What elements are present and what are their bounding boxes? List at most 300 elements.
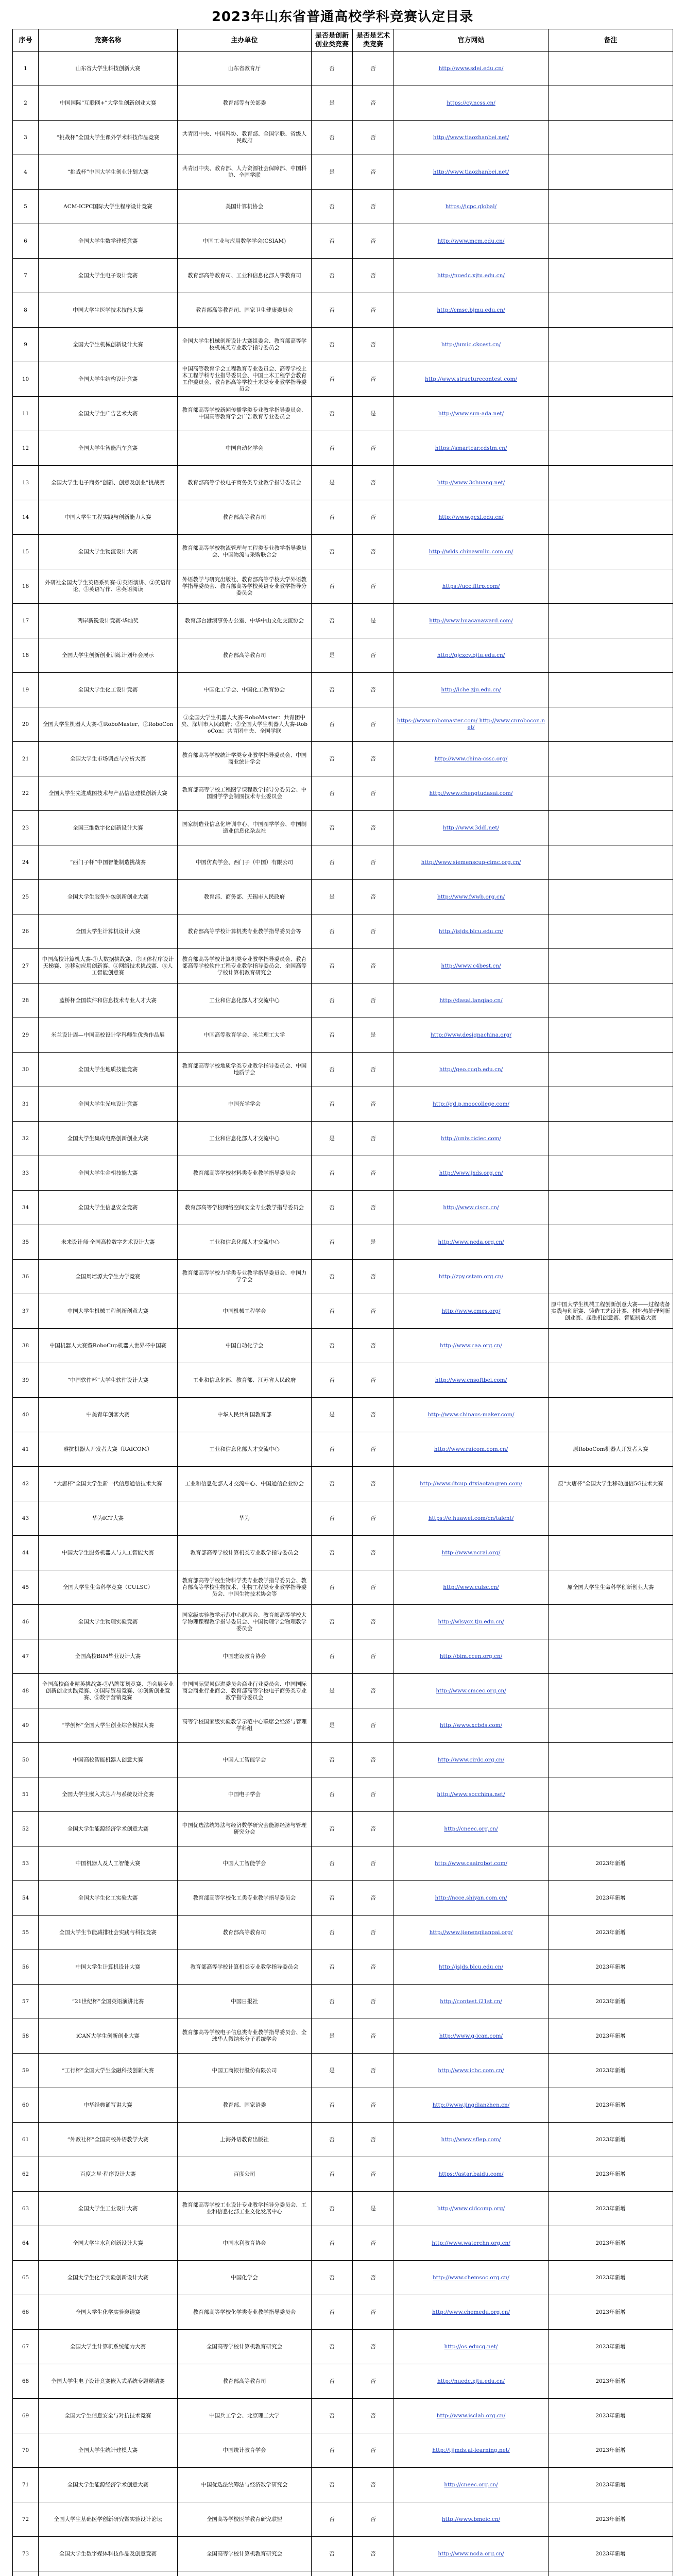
remark: 2023年新增 — [549, 2019, 673, 2054]
is-innovation-flag: 否 — [312, 707, 353, 742]
organizer: 教育部高等学校物流管理与工程类专业教学指导委员会、中国物流与采购联合会 — [178, 535, 312, 569]
website-link[interactable]: https://astar.baidu.com/ — [394, 2157, 549, 2192]
is-innovation-flag: 否 — [312, 293, 353, 328]
row-number: 13 — [13, 466, 39, 500]
website-link[interactable]: http://www.cnsoftbei.com/ — [394, 1363, 549, 1398]
row-number: 57 — [13, 1985, 39, 2019]
row-number: 62 — [13, 2157, 39, 2192]
table-row — [13, 604, 673, 638]
table-row — [13, 190, 673, 224]
is-art-flag: 否 — [353, 1053, 394, 1087]
table-row — [13, 2468, 673, 2502]
website-link[interactable]: http://www.chemsoc.org.cn/ — [394, 2261, 549, 2295]
website-link[interactable]: http://gjcxcy.bjtu.edu.cn/ — [394, 638, 549, 673]
is-innovation-flag: 否 — [312, 2468, 353, 2502]
is-innovation-flag: 否 — [312, 2226, 353, 2261]
table-row — [13, 1674, 673, 1708]
website-link[interactable]: http://www.tiaozhanbei.net/ — [394, 121, 549, 155]
competition-name: 全国大学生物流设计大赛 — [39, 535, 178, 569]
row-number: 15 — [13, 535, 39, 569]
organizer: 教育部高等学校新闻传播学类专业教学指导委员会、中国高等教育学会广告教育专业委员会 — [178, 397, 312, 431]
is-art-flag: 否 — [353, 328, 394, 362]
website-link[interactable]: http://www.dtcup.dtxiaotangren.com/ — [394, 1467, 549, 1501]
row-number: 22 — [13, 776, 39, 811]
is-innovation-flag: 否 — [312, 1053, 353, 1087]
table-row — [13, 1743, 673, 1777]
website-link[interactable]: http://www.g-ican.com/ — [394, 2019, 549, 2054]
row-number: 4 — [13, 155, 39, 190]
organizer: 教育部高等学校生物科学类专业教学指导委员会、教育部高等学校生物技术、生物工程类专业教学指导委员会、中国生物技术协会等 — [178, 1570, 312, 1605]
website-link[interactable]: http://www.3ddl.net/ — [394, 811, 549, 845]
is-art-flag — [353, 2571, 394, 2576]
organizer: 教育部高等学校力学类专业教学指导委员会、中国力学学会 — [178, 1260, 312, 1294]
competition-name: 全国大学生智能汽车竞赛 — [39, 431, 178, 466]
is-art-flag: 否 — [353, 1432, 394, 1467]
competition-name: 全国大学生创新创业训练计划年会展示 — [39, 638, 178, 673]
competition-name: 中华经典诵写讲大赛 — [39, 2088, 178, 2123]
row-number: 69 — [13, 2399, 39, 2433]
remark — [549, 121, 673, 155]
competition-name: 中美青年创客大赛 — [39, 1398, 178, 1432]
competition-name: 中国高校智能机器人创意大赛 — [39, 1743, 178, 1777]
row-number: 1 — [13, 52, 39, 86]
remark — [549, 673, 673, 707]
competition-name: 全国大学生计算机设计大赛 — [39, 914, 178, 949]
remark — [549, 1191, 673, 1225]
is-innovation-flag: 否 — [312, 431, 353, 466]
organizer: 中国统计教育学会 — [178, 2433, 312, 2468]
is-art-flag: 否 — [353, 259, 394, 293]
website-link[interactable]: http://jsjds.blcu.edu.cn/ — [394, 914, 549, 949]
is-art-flag: 否 — [353, 2226, 394, 2261]
organizer: 工业和信息化部人才交流中心、中国通信企业协会 — [178, 1467, 312, 1501]
organizer: 中国高等教育学会、米兰理工大学 — [178, 1018, 312, 1053]
website-link[interactable]: http://www.bmeic.cn/ — [394, 2502, 549, 2537]
website-link[interactable]: http://www.huacanaward.com/ — [394, 604, 549, 638]
is-art-flag: 是 — [353, 397, 394, 431]
is-art-flag: 否 — [353, 845, 394, 880]
website-link[interactable]: http://contest.i21st.cn/ — [394, 1985, 549, 2019]
organizer: 华为 — [178, 1501, 312, 1536]
is-art-flag: 否 — [353, 1156, 394, 1191]
is-innovation-flag: 否 — [312, 984, 353, 1018]
remark: 原全国大学生生命科学创新创业大赛 — [549, 1570, 673, 1605]
is-art-flag: 否 — [353, 1639, 394, 1674]
website-link[interactable]: http://www.china-cssc.org/ — [394, 742, 549, 776]
organizer: 共青团中央、教育部、人力资源社会保障部、中国科协、全国学联 — [178, 155, 312, 190]
competition-name: 全国大学生集成电路创新创业大赛 — [39, 1122, 178, 1156]
table-row — [13, 1260, 673, 1294]
website-link[interactable]: http://www.tiaozhanbei.net/ — [394, 155, 549, 190]
row-number: 44 — [13, 1536, 39, 1570]
is-innovation-flag: 否 — [312, 535, 353, 569]
competition-name: 中国大学生服务机器人与人工智能大赛 — [39, 1536, 178, 1570]
row-number: 19 — [13, 673, 39, 707]
row-number: 6 — [13, 224, 39, 259]
competition-name — [39, 2571, 178, 2576]
website-link[interactable]: http://www.cmes.org/ — [394, 1294, 549, 1329]
remark: 2023年新增 — [549, 2295, 673, 2330]
competition-name: 中国高校计算机大赛-①大数据挑战赛、②团体程序设计天梯赛、③移动应用创新赛、④网络技术挑战赛、⑤人工智能创意赛 — [39, 949, 178, 984]
website-link[interactable]: http://umic.ckcest.cn/ — [394, 328, 549, 362]
website-link[interactable] — [394, 2571, 549, 2576]
organizer: 上海外语教育出版社 — [178, 2123, 312, 2157]
remark — [549, 500, 673, 535]
competition-name: 全国大学生水利创新设计大赛 — [39, 2226, 178, 2261]
website-link[interactable]: http://www.sdei.edu.cn/ — [394, 52, 549, 86]
remark — [549, 742, 673, 776]
table-row — [13, 362, 673, 397]
remark — [549, 880, 673, 914]
is-art-flag: 否 — [353, 2054, 394, 2088]
organizer — [178, 2571, 312, 2576]
competition-name: 全国大学生服务外包创新创业大赛 — [39, 880, 178, 914]
competition-name: ACM-ICPC国际大学生程序设计竞赛 — [39, 190, 178, 224]
remark — [549, 1225, 673, 1260]
competition-name: 全国大学生嵌入式芯片与系统设计竞赛 — [39, 1777, 178, 1812]
competition-name: “21世纪杯”全国英语演讲比赛 — [39, 1985, 178, 2019]
remark — [549, 466, 673, 500]
is-innovation-flag: 否 — [312, 2123, 353, 2157]
is-art-flag: 否 — [353, 949, 394, 984]
remark: 2023年新增 — [549, 2468, 673, 2502]
website-link[interactable]: http://www.3chuang.net/ — [394, 466, 549, 500]
row-number: 37 — [13, 1294, 39, 1329]
row-number: 47 — [13, 1639, 39, 1674]
is-innovation-flag: 否 — [312, 1018, 353, 1053]
website-link[interactable]: http://www.jxds.org.cn/ — [394, 1156, 549, 1191]
is-innovation-flag: 否 — [312, 500, 353, 535]
is-innovation-flag: 否 — [312, 190, 353, 224]
row-number: 25 — [13, 880, 39, 914]
organizer: 教育部高等学校化工类专业教学指导委员会 — [178, 1881, 312, 1916]
competition-name: “挑战杯”中国大学生创业计划大赛 — [39, 155, 178, 190]
organizer: 教育部高等学校电子信息类专业教学指导委员会、全球华人微纳米分子系统学会 — [178, 2019, 312, 2054]
organizer: 美国计算机协会 — [178, 190, 312, 224]
website-link[interactable]: https://e.huawei.com/cn/talent/ — [394, 1501, 549, 1536]
is-art-flag: 否 — [353, 2123, 394, 2157]
organizer: 中国国际贸易促进委员会商业行业委员会、中国国际商会商业行业商会、教育部高等学校电子商务类专业教学指导委员会 — [178, 1674, 312, 1708]
website-link[interactable]: http://www.icbc.com.cn/ — [394, 2054, 549, 2088]
table-row — [13, 2123, 673, 2157]
is-art-flag: 否 — [353, 2157, 394, 2192]
row-number: 36 — [13, 1260, 39, 1294]
is-art-flag: 否 — [353, 811, 394, 845]
header-url: 官方网站 — [394, 29, 549, 52]
table-row — [13, 2157, 673, 2192]
remark — [549, 845, 673, 880]
competition-name: “中国软件杯”大学生软件设计大赛 — [39, 1363, 178, 1398]
remark — [549, 86, 673, 121]
is-art-flag: 否 — [353, 500, 394, 535]
table-row — [13, 1985, 673, 2019]
row-number: 29 — [13, 1018, 39, 1053]
website-link[interactable]: http://www.culsc.cn/ — [394, 1570, 549, 1605]
table-row — [13, 1398, 673, 1432]
remark — [549, 1260, 673, 1294]
website-link[interactable]: http://tjjmds.ai-learning.net/ — [394, 2433, 549, 2468]
website-link[interactable]: http://www.sflep.com/ — [394, 2123, 549, 2157]
competition-name: “西门子杯”中国智能制造挑战赛 — [39, 845, 178, 880]
is-innovation-flag: 否 — [312, 1605, 353, 1639]
website-link[interactable]: http://cmsc.bjmu.edu.cn/ — [394, 293, 549, 328]
organizer: 教育部高等学校化学类专业教学指导委员会 — [178, 2295, 312, 2330]
website-link[interactable]: http://www.raicom.com.cn/ — [394, 1432, 549, 1467]
website-link[interactable]: http://www.cmcec.org.cn/ — [394, 1674, 549, 1708]
is-innovation-flag: 否 — [312, 2157, 353, 2192]
website-link[interactable]: http://geo.cugb.edu.cn/ — [394, 1053, 549, 1087]
website-link[interactable]: http://www.sun-ada.net/ — [394, 397, 549, 431]
row-number: 72 — [13, 2502, 39, 2537]
competition-name: 中国国际“互联网+”大学生创新创业大赛 — [39, 86, 178, 121]
row-number: 20 — [13, 707, 39, 742]
table-row — [13, 845, 673, 880]
is-innovation-flag: 否 — [312, 52, 353, 86]
is-art-flag: 否 — [353, 2330, 394, 2364]
website-link[interactable]: http://www.chemedu.org.cn/ — [394, 2295, 549, 2330]
is-innovation-flag: 否 — [312, 2502, 353, 2537]
table-row — [13, 2088, 673, 2123]
website-link[interactable]: https://icpc.global/ — [394, 190, 549, 224]
is-art-flag: 否 — [353, 742, 394, 776]
organizer: 中国电子学会 — [178, 1777, 312, 1812]
website-link[interactable]: http://www.chinaus-maker.com/ — [394, 1398, 549, 1432]
is-innovation-flag: 是 — [312, 880, 353, 914]
competition-name: 中国大学生机械工程创新创意大赛 — [39, 1294, 178, 1329]
competition-name: 华为ICT大赛 — [39, 1501, 178, 1536]
website-link[interactable]: http://wlsycx.tju.edu.cn/ — [394, 1605, 549, 1639]
website-link[interactable]: https://www.robomaster.com/ http://www.cnrobocon.net/ — [394, 707, 549, 742]
website-link[interactable]: http://nuedc.xjtu.edu.cn/ — [394, 2364, 549, 2399]
website-link[interactable]: https://smartcar.cdstm.cn/ — [394, 431, 549, 466]
website-link[interactable]: http://jsjds.blcu.edu.cn/ — [394, 1950, 549, 1985]
is-art-flag: 否 — [353, 1777, 394, 1812]
organizer: 山东省教育厅 — [178, 52, 312, 86]
website-link[interactable]: http://www.jingdianzhen.cn/ — [394, 2088, 549, 2123]
is-innovation-flag: 否 — [312, 1950, 353, 1985]
website-link[interactable]: http://www.isclab.org.cn/ — [394, 2399, 549, 2433]
is-art-flag: 否 — [353, 535, 394, 569]
table-row — [13, 121, 673, 155]
website-link[interactable]: http://www.designachina.org/ — [394, 1018, 549, 1053]
is-art-flag: 否 — [353, 984, 394, 1018]
organizer: 国家制造业信息化培训中心、中国图学学会、中国制造业信息化杂志社 — [178, 811, 312, 845]
website-link[interactable]: http://www.cirdc.org.cn/ — [394, 1743, 549, 1777]
row-number: 32 — [13, 1122, 39, 1156]
remark — [549, 2571, 673, 2576]
row-number: 68 — [13, 2364, 39, 2399]
row-number: 16 — [13, 569, 39, 604]
is-innovation-flag: 否 — [312, 2399, 353, 2433]
remark — [549, 1122, 673, 1156]
is-innovation-flag: 否 — [312, 1881, 353, 1916]
website-link[interactable]: http://www.fwwb.org.cn/ — [394, 880, 549, 914]
row-number: 8 — [13, 293, 39, 328]
organizer: 中国优选法统筹法与经济数学研究会能源经济与管理研究分会 — [178, 1812, 312, 1846]
is-innovation-flag: 否 — [312, 121, 353, 155]
website-link[interactable]: http://www.mcm.edu.cn/ — [394, 224, 549, 259]
row-number: 70 — [13, 2433, 39, 2468]
organizer: 全国大学生机械创新设计大赛组委会、教育部高等学校机械类专业教学指导委员会 — [178, 328, 312, 362]
is-art-flag: 否 — [353, 1467, 394, 1501]
is-innovation-flag: 否 — [312, 224, 353, 259]
row-number: 67 — [13, 2330, 39, 2364]
table-row — [13, 86, 673, 121]
table-row — [13, 535, 673, 569]
organizer: 全国高等学校医学教育研究联盟 — [178, 2502, 312, 2537]
website-link[interactable]: http://ncce.shiyan.com.cn/ — [394, 1881, 549, 1916]
row-number: 56 — [13, 1950, 39, 1985]
website-link[interactable]: http://www.structurecontest.com/ — [394, 362, 549, 397]
website-link[interactable]: http://univ.ciciec.com/ — [394, 1122, 549, 1156]
website-link[interactable]: http://os.educg.net/ — [394, 2330, 549, 2364]
row-number: 7 — [13, 259, 39, 293]
row-number: 11 — [13, 397, 39, 431]
website-link[interactable]: https://ucc.fltrp.com/ — [394, 569, 549, 604]
is-innovation-flag: 是 — [312, 155, 353, 190]
is-art-flag: 否 — [353, 1950, 394, 1985]
competition-name: 全国大学生结构设计竞赛 — [39, 362, 178, 397]
is-art-flag: 否 — [353, 2019, 394, 2054]
is-innovation-flag: 否 — [312, 1467, 353, 1501]
organizer: 国家级实验教学示范中心联席会、教育部高等学校大学物理课程教学指导委员会、中国物理学会物理教学委员会 — [178, 1605, 312, 1639]
is-innovation-flag: 否 — [312, 2088, 353, 2123]
row-number: 35 — [13, 1225, 39, 1260]
is-art-flag: 否 — [353, 1363, 394, 1398]
remark: 2023年新增 — [549, 1916, 673, 1950]
table-row — [13, 984, 673, 1018]
website-link[interactable]: http://www.caairobot.com/ — [394, 1846, 549, 1881]
organizer: 全国高等学校计算机教育研究会 — [178, 2537, 312, 2571]
competition-name: 全国大学生生命科学竞赛（CULSC） — [39, 1570, 178, 1605]
page-title: 2023年山东省普通高校学科竞赛认定目录 — [211, 9, 474, 25]
organizer: 中国日报社 — [178, 1985, 312, 2019]
website-link[interactable]: https://cy.ncss.cn/ — [394, 86, 549, 121]
website-link[interactable]: http://www.gcxl.edu.cn/ — [394, 500, 549, 535]
table-row — [13, 742, 673, 776]
table-row — [13, 1432, 673, 1467]
website-link[interactable]: http://www.chengtudasai.com/ — [394, 776, 549, 811]
organizer: 教育部高等教育司、国家卫生健康委员会 — [178, 293, 312, 328]
competition-name: 全国大学生化学实验邀请赛 — [39, 2295, 178, 2330]
organizer: 中国兵工学会、北京理工大学 — [178, 2399, 312, 2433]
table-row — [13, 397, 673, 431]
header-innov: 是否是创新创业类竞赛 — [312, 29, 353, 52]
row-number: 66 — [13, 2295, 39, 2330]
is-innovation-flag: 否 — [312, 2433, 353, 2468]
table-row — [13, 2537, 673, 2571]
website-link[interactable]: http://www.ciscn.cn/ — [394, 1191, 549, 1225]
row-number: 73 — [13, 2537, 39, 2571]
is-art-flag: 否 — [353, 707, 394, 742]
is-innovation-flag: 否 — [312, 259, 353, 293]
website-link[interactable]: http://www.c4best.cn/ — [394, 949, 549, 984]
is-art-flag: 否 — [353, 2399, 394, 2433]
remark: 原中国大学生机械工程创新创意大赛——过程装备实践与创新赛、铸造工艺设计赛、材料热处理创新创业赛、起重机创意赛、智能制造大赛 — [549, 1294, 673, 1329]
is-innovation-flag: 是 — [312, 1674, 353, 1708]
is-innovation-flag: 否 — [312, 2364, 353, 2399]
row-number: 23 — [13, 811, 39, 845]
table-row — [13, 1570, 673, 1605]
competition-name: 全国大学生电子设计竞赛嵌入式系统专题邀请赛 — [39, 2364, 178, 2399]
is-art-flag: 否 — [353, 86, 394, 121]
website-link[interactable]: http://www.ncda.org.cn/ — [394, 1225, 549, 1260]
website-link[interactable]: http://www.waterchn.org.cn/ — [394, 2226, 549, 2261]
is-art-flag: 否 — [353, 1881, 394, 1916]
table-body — [13, 52, 673, 2576]
website-link[interactable]: http://www.ncda.org.cn/ — [394, 2537, 549, 2571]
row-number — [13, 2571, 39, 2576]
website-link[interactable]: http://www.caa.org.cn/ — [394, 1329, 549, 1363]
competition-name: 睿抗机器人开发者大赛（RAICOM） — [39, 1432, 178, 1467]
table-row — [13, 466, 673, 500]
website-link[interactable]: http://www.jienengjianpai.org/ — [394, 1916, 549, 1950]
remark — [549, 1018, 673, 1053]
organizer: 工业和信息化部人才交流中心 — [178, 1122, 312, 1156]
organizer: 工业和信息化部人才交流中心 — [178, 1225, 312, 1260]
table-row — [13, 2364, 673, 2399]
organizer: 教育部高等学校电子商务类专业教学指导委员会 — [178, 466, 312, 500]
is-innovation-flag: 否 — [312, 811, 353, 845]
table-row — [13, 1294, 673, 1329]
organizer: 教育部高等学校计算机类专业教学指导委员会、教育部高等学校软件工程专业教学指导委员会、全国高等学校计算机教育研究会 — [178, 949, 312, 984]
website-link[interactable]: http://www.ncrai.org/ — [394, 1536, 549, 1570]
remark: 原“大唐杯”全国大学生移动通信5G技术大赛 — [549, 1467, 673, 1501]
table-row — [13, 1846, 673, 1881]
website-link[interactable]: http://nuedc.xjtu.edu.cn/ — [394, 259, 549, 293]
row-number: 40 — [13, 1398, 39, 1432]
website-link[interactable]: http://cneec.org.cn/ — [394, 1812, 549, 1846]
is-art-flag: 否 — [353, 431, 394, 466]
website-link[interactable]: http://bim.ccen.org.cn/ — [394, 1639, 549, 1674]
website-link[interactable]: http://dasai.lanqiao.cn/ — [394, 984, 549, 1018]
website-link[interactable]: http://www.siemenscup-cimc.org.cn/ — [394, 845, 549, 880]
is-innovation-flag: 否 — [312, 604, 353, 638]
is-innovation-flag: 是 — [312, 86, 353, 121]
remark — [549, 1398, 673, 1432]
is-art-flag: 否 — [353, 1329, 394, 1363]
competition-name: 中国大学生工程实践与创新能力大赛 — [39, 500, 178, 535]
website-link[interactable]: http://cneec.org.cn/ — [394, 2468, 549, 2502]
table-header-row — [13, 29, 673, 52]
remark: 2023年新增 — [549, 1881, 673, 1916]
is-art-flag: 否 — [353, 1846, 394, 1881]
row-number: 3 — [13, 121, 39, 155]
competition-name: 全国大学生金相技能大赛 — [39, 1156, 178, 1191]
website-link[interactable]: http://wlds.chinawuliu.com.cn/ — [394, 535, 549, 569]
competition-name: 蓝桥杯全国软件和信息技术专业人才大赛 — [39, 984, 178, 1018]
competition-name: 全国三维数字化创新设计大赛 — [39, 811, 178, 845]
remark — [549, 362, 673, 397]
website-link[interactable]: http://iche.zju.edu.cn/ — [394, 673, 549, 707]
website-link[interactable]: http://gd.p.moocollege.com/ — [394, 1087, 549, 1122]
competition-name: 外研社全国大学生英语系列赛-①英语演讲、②英语辩论、③英语写作、④英语阅读 — [39, 569, 178, 604]
competition-name: 全国大学生电子设计竞赛 — [39, 259, 178, 293]
is-innovation-flag: 否 — [312, 1156, 353, 1191]
row-number: 2 — [13, 86, 39, 121]
website-link[interactable]: http://www.cidcomp.org/ — [394, 2192, 549, 2226]
table-row — [13, 1536, 673, 1570]
website-link[interactable]: http://zpy.cstam.org.cn/ — [394, 1260, 549, 1294]
website-link[interactable]: http://www.xcbds.com/ — [394, 1708, 549, 1743]
remark: 2023年新增 — [549, 2502, 673, 2537]
is-art-flag: 否 — [353, 2364, 394, 2399]
website-link[interactable]: http://www.socchina.net/ — [394, 1777, 549, 1812]
remark — [549, 949, 673, 984]
competition-name: 全国大学生市场调查与分析大赛 — [39, 742, 178, 776]
remark — [549, 1536, 673, 1570]
competition-name: 全国大学生能源经济学术创意大赛 — [39, 1812, 178, 1846]
